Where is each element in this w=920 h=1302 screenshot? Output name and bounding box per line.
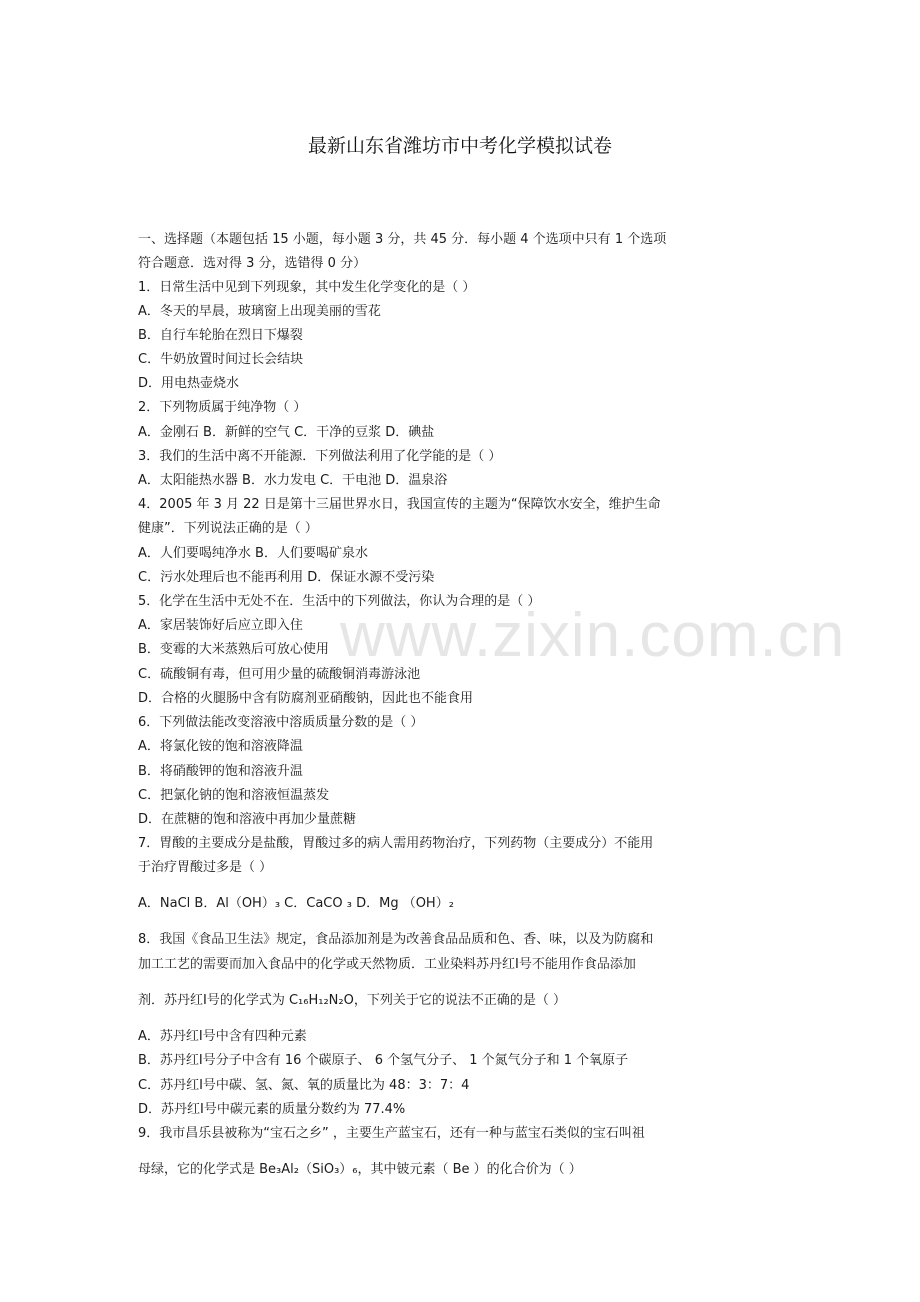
q8-option-b: B．苏丹红Ⅰ号分子中含有 16 个碳原子、 6 个氢气分子、 1 个氮气分子和 1 个氧原子	[138, 1053, 629, 1068]
question-9-cont: 母绿，它的化学式是 Be₃Al₂（SiO₃）₆，其中铍元素（ Be ）的化合价为（ ）	[138, 1162, 582, 1177]
q1-option-a: A．冬天的早晨，玻璃窗上出现美丽的雪花	[138, 304, 381, 319]
q6-option-d: D．在蔗糖的饱和溶液中再加少量蔗糖	[138, 812, 357, 827]
section-heading: 一、选择题（本题包括 15 小题，每小题 3 分，共 45 分．每小题 4 个选项中只有 1 个选项	[138, 232, 667, 247]
question-4: 4．2005 年 3 月 22 日是第十三届世界水日，我国宣传的主题为“保障饮水安全，维护生命	[138, 497, 661, 512]
q5-option-a: A．家居装饰好后应立即入住	[138, 618, 303, 633]
q7-options: A．NaCl B．Al（OH）₃ C．CaCO ₃ D．Mg （OH）₂	[138, 896, 454, 911]
page-title: 最新山东省潍坊市中考化学模拟试卷	[307, 135, 612, 157]
q1-option-d: D．用电热壶烧水	[138, 376, 240, 391]
question-8: 8．我国《食品卫生法》规定，食品添加剂是为改善食品品质和色、香、味，以及为防腐和	[138, 932, 654, 947]
question-1: 1．日常生活中见到下列现象，其中发生化学变化的是（ ）	[138, 280, 476, 295]
question-8-cont2: 剂．苏丹红Ⅰ号的化学式为 C₁₆H₁₂N₂O，下列关于它的说法不正确的是（ ）	[138, 993, 566, 1008]
q4-options-cd: C．污水处理后也不能再利用 D．保证水源不受污染	[138, 570, 435, 585]
q6-option-c: C．把氯化钠的饱和溶液恒温蒸发	[138, 788, 330, 803]
q5-option-b: B．变霉的大米蒸熟后可放心使用	[138, 642, 329, 657]
question-8-cont: 加工工艺的需要而加入食品中的化学或天然物质．工业染料苏丹红Ⅰ号不能用作食品添加	[138, 957, 636, 972]
question-6: 6．下列做法能改变溶液中溶质质量分数的是（ ）	[138, 715, 424, 730]
q5-option-d: D．合格的火腿肠中含有防腐剂亚硝酸钠，因此也不能食用	[138, 691, 474, 706]
q2-options: A．金刚石 B．新鲜的空气 C．干净的豆浆 D．碘盐	[138, 425, 435, 440]
q8-option-c: C．苏丹红Ⅰ号中碳、氢、氮、氧的质量比为 48：3：7：4	[138, 1078, 470, 1093]
q8-option-d: D．苏丹红Ⅰ号中碳元素的质量分数约为 77.4%	[138, 1102, 406, 1117]
question-7: 7．胃酸的主要成分是盐酸，胃酸过多的病人需用药物治疗，下列药物（主要成分）不能用	[138, 836, 654, 851]
q5-option-c: C．硫酸铜有毒，但可用少量的硫酸铜消毒游泳池	[138, 667, 421, 682]
question-2: 2．下列物质属于纯净物（ ）	[138, 400, 307, 415]
q4-options-ab: A．人们要喝纯净水 B．人们要喝矿泉水	[138, 546, 368, 561]
q3-options: A．太阳能热水器 B．水力发电 C．干电池 D．温泉浴	[138, 473, 448, 488]
question-9: 9．我市昌乐县被称为“宝石之乡” ，主要生产蓝宝石，还有一种与蓝宝石类似的宝石叫祖	[138, 1126, 645, 1141]
q1-option-b: B．自行车轮胎在烈日下爆裂	[138, 328, 303, 343]
section-heading-cont: 符合题意．选对得 3 分，选错得 0 分）	[138, 256, 367, 271]
q6-option-b: B．将硝酸钾的饱和溶液升温	[138, 764, 303, 779]
q8-option-a: A．苏丹红Ⅰ号中含有四种元素	[138, 1029, 307, 1044]
question-4-cont: 健康”．下列说法正确的是（ ）	[138, 521, 318, 536]
question-3: 3．我们的生活中离不开能源．下列做法利用了化学能的是（ ）	[138, 449, 502, 464]
q1-option-c: C．牛奶放置时间过长会结块	[138, 352, 304, 367]
question-7-cont: 于治疗胃酸过多是（ ）	[138, 860, 273, 875]
watermark: www.zixin.com.cn	[340, 601, 846, 670]
q6-option-a: A．将氯化铵的饱和溶液降温	[138, 739, 303, 754]
question-5: 5．化学在生活中无处不在．生活中的下列做法，你认为合理的是（ ）	[138, 594, 541, 609]
